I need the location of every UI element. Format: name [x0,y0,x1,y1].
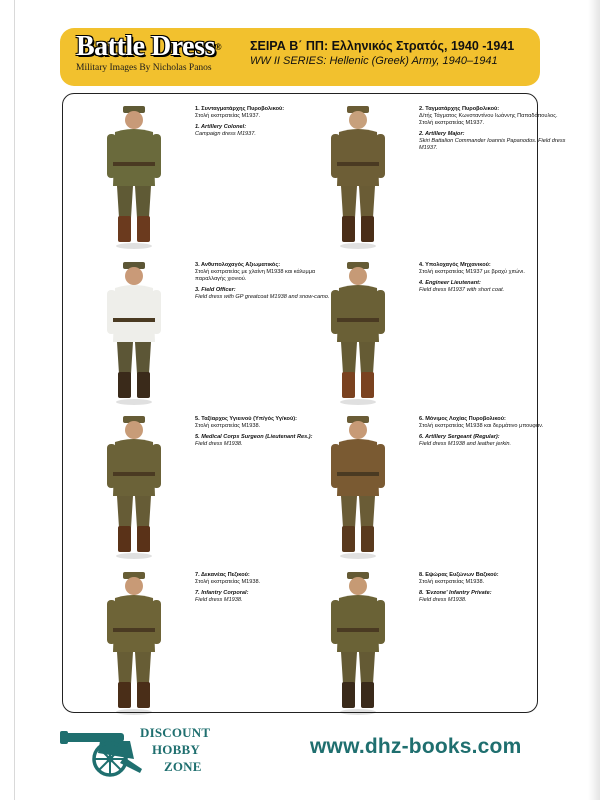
caption-greek-desc: Στολή εκστρατείας M1937 με βραχύ χιτώνι. [419,269,525,275]
caption-greek-title: 4. Υπολοχαγός Μηχανικού: [419,262,491,268]
logo-word-hobby: HOBBY [152,742,200,757]
soldier-figure-3 [89,256,179,406]
caption-greek-desc: Στολή εκστρατείας M1938. [195,579,261,585]
brand-trademark: ® [214,42,222,52]
caption-english-title: 7. Infantry Corporal: [195,590,249,596]
caption-greek-title: 6. Μόνιμος Λοχίας Πυροβολικού: [419,416,506,422]
figures-panel [62,93,566,713]
caption-english-title: 5. Medical Corps Surgeon (Lieutenant Res.): [195,434,313,440]
caption-greek-desc: Στολή εκστρατείας με χλαίνη M1938 και κάλυμμα παραλλαγής χιονιού. [195,269,316,282]
figure-entry-6 [303,410,600,560]
caption-english-desc: Field dress M1938. [195,441,243,447]
dhz-logo [60,723,210,783]
caption-english-desc: Field dress M1938. [419,597,467,603]
figure-caption-8 [419,572,569,604]
figure-entry-8 [303,566,600,716]
header-banner [60,28,540,86]
caption-english-title: 2. Artillery Major: [419,131,465,137]
caption-greek-title: 7. Δεκανέας Πεζικού: [195,572,250,578]
caption-greek-title: 2. Ταγματάρχης Πυροβολικού: [419,106,500,112]
brand-block [76,32,221,73]
caption-english-desc: Campaign dress M1937. [195,131,256,137]
soldier-figure-8 [313,566,403,716]
website-url[interactable]: www.dhz-books.com [310,735,522,758]
figure-caption-2 [419,106,569,152]
caption-english-desc: Field dress with GP greatcoat M1938 and snow-camo. [195,294,330,300]
caption-greek-desc: Στολή εκστρατείας M1938. [419,579,485,585]
caption-greek-title: 8. Εψώρας Ευζώνων Βαζικού: [419,572,499,578]
caption-greek-desc: Δ/τής Τάγματος Κωνσταντίνου Ιωάννης Παπαδόπουλος. Στολή εκστρατείας M1937. [419,113,558,126]
caption-english-title: 3. Field Officer: [195,287,236,293]
brand-subtitle: Military Images By Nicholas Panos [76,63,212,73]
caption-english-desc: Field dress M1937 with short coat. [419,287,505,293]
series-block [250,38,514,69]
page-margin-rule [14,0,15,800]
series-title-greek: ΣΕΙΡΑ Β΄ ΠΠ: Ελληνικός Στρατός, 1940 -1941 [250,39,515,53]
figure-entry-2 [303,100,600,250]
caption-greek-title: 1. Συνταγματάρχης Πυροβολικού: [195,106,285,112]
caption-greek-title: 3. Ανθυπολοχαγός Αξιωματικός: [195,262,281,268]
logo-word-zone: ZONE [164,759,202,774]
caption-greek-desc: Στολή εκστρατείας M1938 και δερμάτινο μπουφάν. [419,423,544,429]
figure-caption-6 [419,416,569,448]
caption-english-title: 6. Artillery Sergeant (Regular): [419,434,500,440]
soldier-figure-2 [313,100,403,250]
soldier-figure-1 [89,100,179,250]
caption-greek-title: 5. Ταξίαρχος Υγιεινού (Υπ/γός Υγ/κού): [195,416,297,422]
brand-title-text: Battle Dress [76,31,215,62]
figure-entry-4 [303,256,600,406]
soldier-figure-6 [313,410,403,560]
figure-caption-4 [419,262,569,294]
caption-english-desc: Skiri Battalion Commander Ioannis Papanodos. Field dress M1937. [419,138,566,151]
caption-english-desc: Field dress M1938 and leather jerkin. [419,441,512,447]
caption-english-title: 8. 'Evzone' Infantry Private: [419,590,492,596]
soldier-figure-5 [89,410,179,560]
caption-english-desc: Field dress M1938. [195,597,243,603]
logo-word-discount: DISCOUNT [140,725,211,740]
caption-english-title: 1. Artillery Colonel: [195,124,247,130]
brand-title [76,32,221,62]
caption-english-title: 4. Engineer Lieutenant: [419,280,481,286]
soldier-figure-7 [89,566,179,716]
series-title-english: WW II SERIES: Hellenic (Greek) Army, 1940–1941 [250,55,498,67]
soldier-figure-4 [313,256,403,406]
caption-greek-desc: Στολή εκστρατείας M1937. [195,113,261,119]
caption-greek-desc: Στολή εκστρατείας M1938. [195,423,261,429]
